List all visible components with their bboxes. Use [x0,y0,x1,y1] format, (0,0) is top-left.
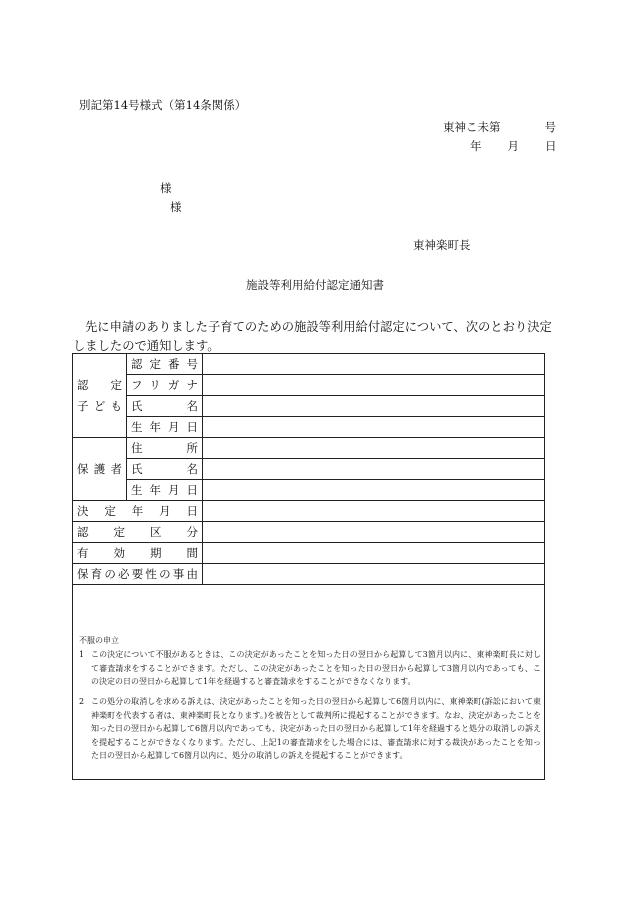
appeal-item-2-text: この処分の取消しを求める訴えは、決定があったことを知った日の翌日から起算して6箇月以内に、東神楽町(訴訟において東神楽町を代表する者は、東神楽町長となります。)を被告として裁判所に提起することができます。なお、決定があったことを知った日の翌日から起算して6箇月以内であっても、決定があった日の翌日から起算して1年を経過すると処分の取消しの訴えを提起することができなくなります。ただし、上記1の審査請求をした場合には、審査請求に対する裁決があったことを知った日の翌日から起算して6箇月以内に、処分の取消しの訴えを提起することができます。 [91,697,542,761]
addressee-line-2: 様 [170,200,182,214]
appeal-item-1 [79,648,541,689]
date-day: 日 [545,139,557,153]
decision-date-label: 決定年月日 [73,501,203,522]
child-furigana-label: フリガナ [127,375,203,396]
decision-date-value[interactable] [203,501,545,522]
table-row [73,375,545,396]
appeal-item-2 [79,695,541,763]
child-dob-value[interactable] [203,417,545,438]
table-row [73,543,545,564]
table-row [73,417,545,438]
guardian-dob-label: 生年月日 [127,480,203,501]
addressee-line-1: 様 [160,181,172,195]
document-number [443,119,556,135]
validity-period-value[interactable] [203,543,545,564]
date-year: 年 [470,139,482,153]
sender: 東神楽町長 [413,238,471,252]
appeal-item-1-number: 1 [79,650,85,659]
child-cert-number-value[interactable] [203,354,545,375]
guardian-address-label: 住所 [127,438,203,459]
child-cert-number-label: 認定番号 [127,354,203,375]
child-name-value[interactable] [203,396,545,417]
form-id: 別記第14号様式（第14条関係） [79,98,247,112]
validity-period-label: 有効期間 [73,543,203,564]
cert-category-value[interactable] [203,522,545,543]
guardian-name-label: 氏名 [127,459,203,480]
table-row [73,354,545,375]
guardian-dob-value[interactable] [203,480,545,501]
document-number-suffix: 号 [544,120,556,134]
date-month: 月 [507,139,519,153]
guardian-name-value[interactable] [203,459,545,480]
table-row [73,396,545,417]
table-row [73,438,545,459]
document-number-prefix: 東神こ未第 [443,120,501,134]
appeal-section [72,579,545,780]
child-group-label: 認定 子ども [73,354,127,438]
issue-date [470,138,557,154]
appeal-item-2-number: 2 [79,697,85,706]
appeal-heading: 不服の申立 [79,636,119,645]
necessity-reason-label: 保育の必要性の事由 [73,564,203,585]
guardian-group-label: 保護者 [73,438,127,501]
appeal-item-1-text: この決定について不服があるときは、この決定があったことを知った日の翌日から起算して3箇月以内に、東神楽町長に対して審査請求をすることができます。ただし、この決定があったことを知った日の翌日から起算して3箇月以内であっても、この決定の日の翌日から起算して1年を経過すると審査請求をすることができなくなります。 [91,650,541,687]
cert-category-label: 認定区分 [73,522,203,543]
table-row [73,501,545,522]
table-row [73,480,545,501]
child-dob-label: 生年月日 [127,417,203,438]
body-text: 先に申請のありました子育てのための施設等利用給付認定について、次のとおり決定しましたので通知します。 [73,320,552,353]
table-row [73,459,545,480]
child-furigana-value[interactable] [203,375,545,396]
document-title: 施設等利用給付認定通知書 [246,278,384,292]
guardian-address-value[interactable] [203,438,545,459]
table-row [73,522,545,543]
certification-table [72,353,545,585]
child-name-label: 氏名 [127,396,203,417]
